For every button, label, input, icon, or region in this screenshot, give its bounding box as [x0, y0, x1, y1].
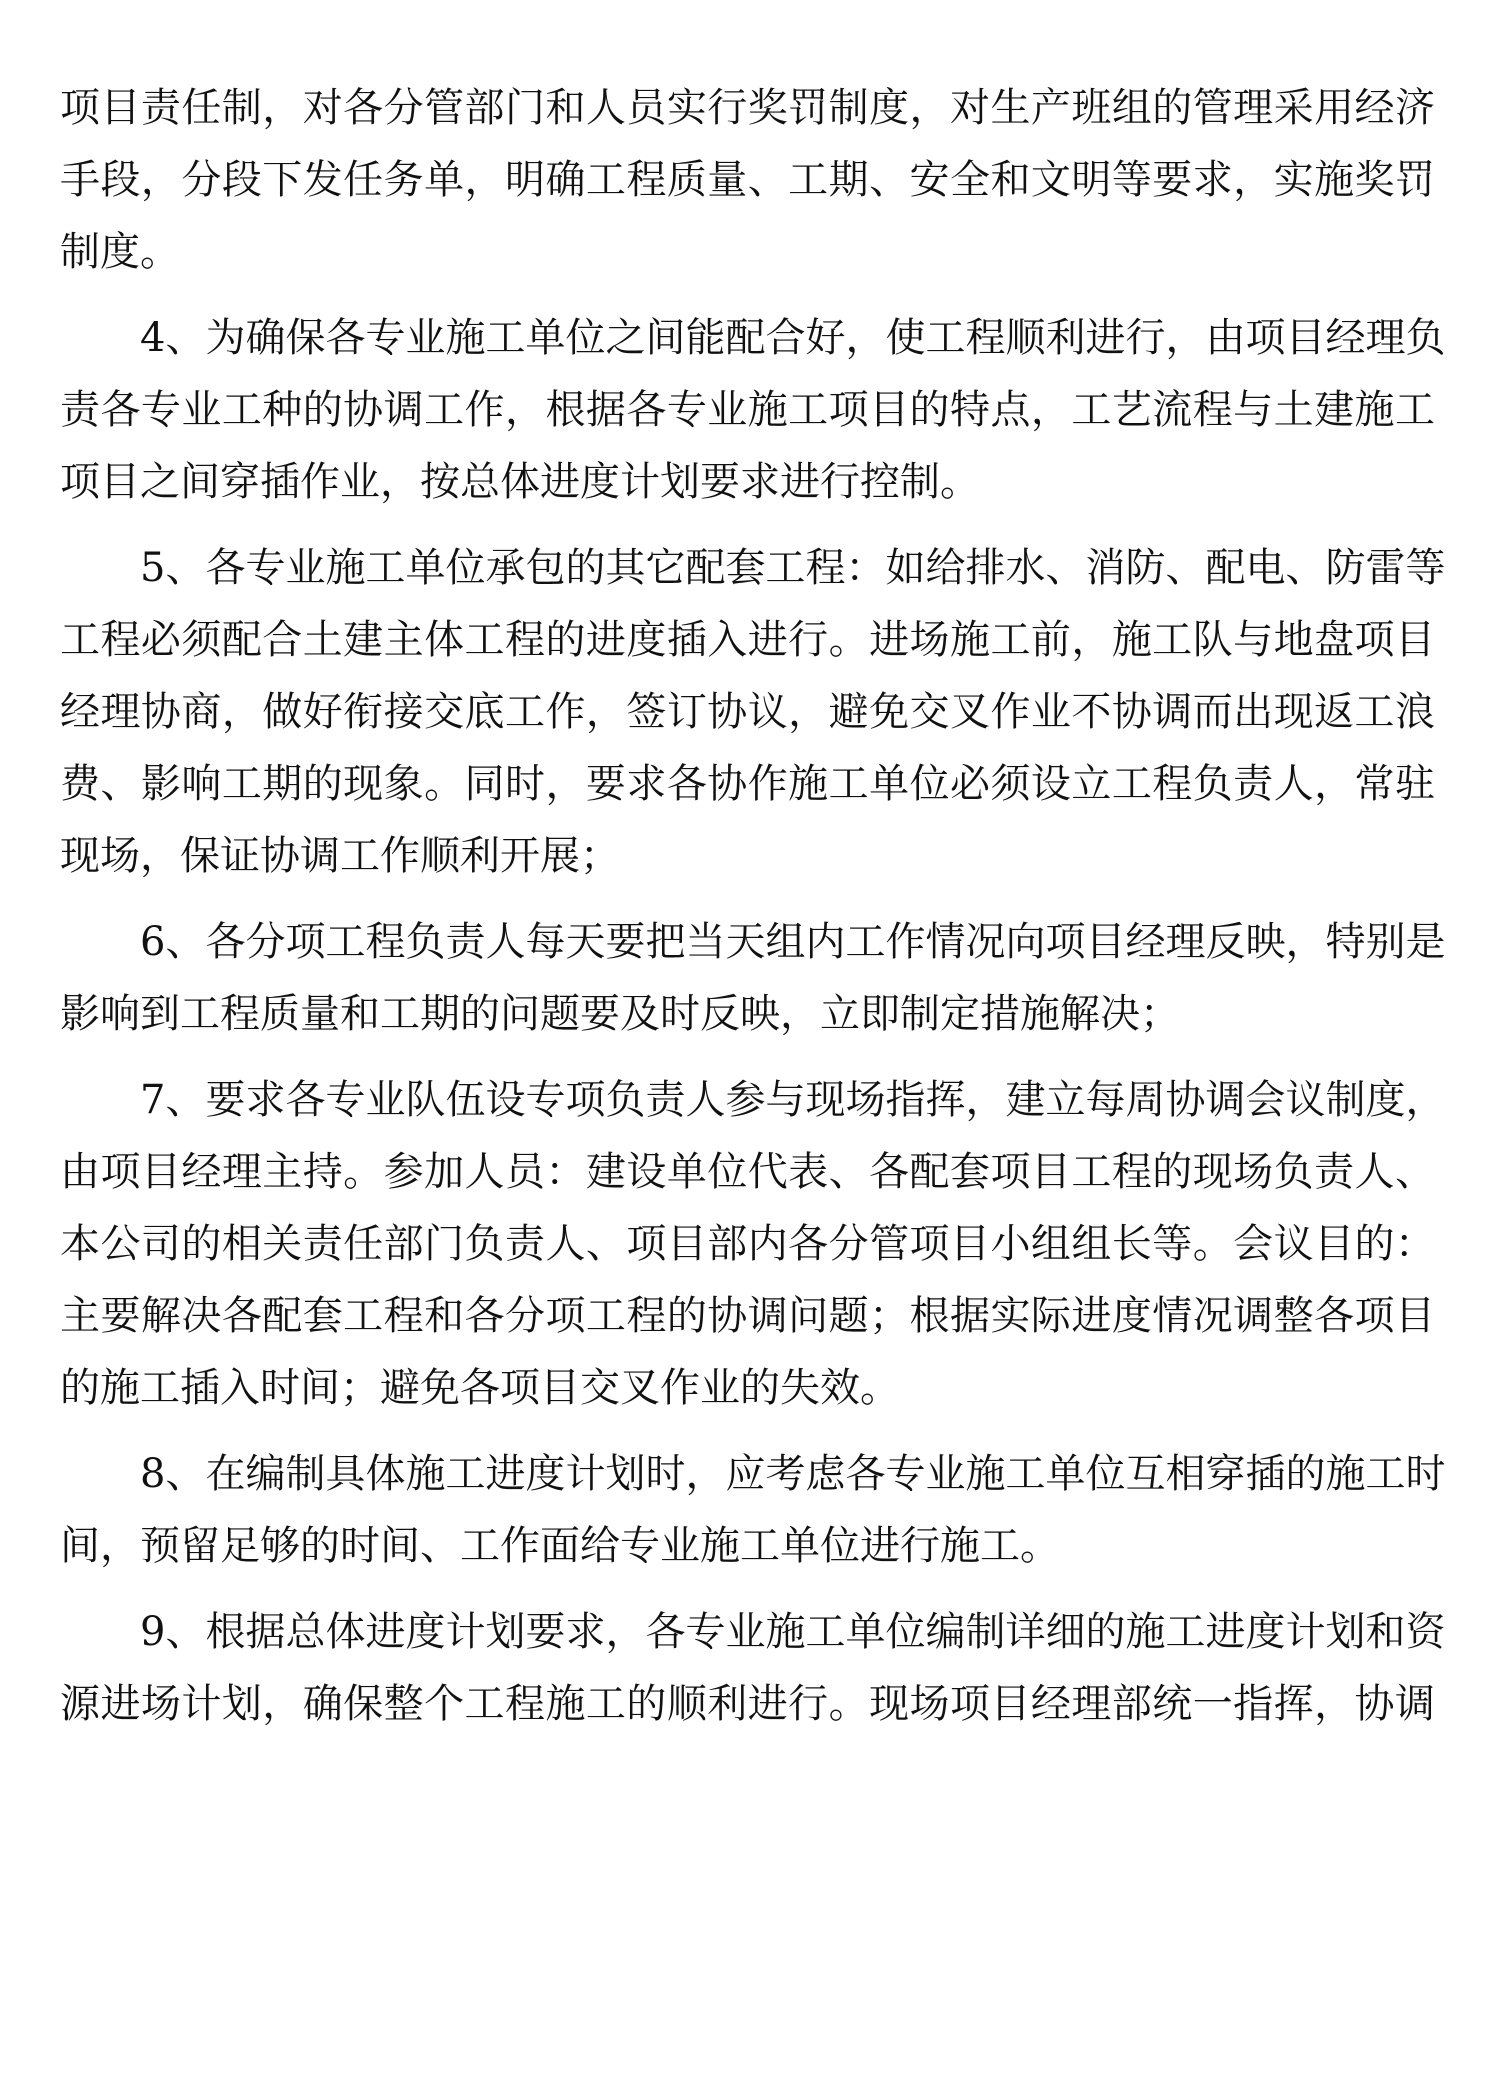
- paragraph-item-7: [60, 1064, 1446, 1424]
- paragraph-line: 手段，分段下发任务单，明确工程质量、工期、安全和文明等要求，实施奖罚: [60, 157, 1435, 203]
- paragraph-line: 项目责任制，对各分管部门和人员实行奖罚制度，对生产班组的管理采用经济: [60, 85, 1435, 131]
- paragraph-line: 工程必须配合土建主体工程的进度插入进行。进场施工前，施工队与地盘项目: [60, 617, 1435, 663]
- paragraph-line: 9、根据总体进度计划要求，各专业施工单位编制详细的施工进度计划和资: [140, 1609, 1446, 1655]
- paragraph-line: 主要解决各配套工程和各分项工程的协调问题；根据实际进度情况调整各项目: [60, 1293, 1435, 1339]
- paragraph-item-5: [60, 532, 1446, 892]
- paragraph-line: 8、在编制具体施工进度计划时，应考虑各专业施工单位互相穿插的施工时: [140, 1451, 1446, 1497]
- paragraph-line: 费、影响工期的现象。同时，要求各协作施工单位必须设立工程负责人，常驻: [60, 761, 1435, 807]
- paragraph-line: 6、各分项工程负责人每天要把当天组内工作情况向项目经理反映，特别是: [140, 919, 1446, 965]
- paragraph-line: 制度。: [60, 229, 180, 275]
- paragraph-item-9: [60, 1596, 1446, 1740]
- paragraph-line: 5、各专业施工单位承包的其它配套工程：如给排水、消防、配电、防雷等: [140, 545, 1446, 591]
- paragraph-line: 7、要求各专业队伍设专项负责人参与现场指挥，建立每周协调会议制度，: [140, 1077, 1446, 1123]
- paragraph-line: 源进场计划，确保整个工程施工的顺利进行。现场项目经理部统一指挥，协调: [60, 1681, 1435, 1727]
- paragraph-line: 4、为确保各专业施工单位之间能配合好，使工程顺利进行，由项目经理负: [140, 315, 1446, 361]
- paragraph-item-8: [60, 1438, 1446, 1582]
- paragraph-item-4: [60, 302, 1446, 518]
- paragraph-line: 间，预留足够的时间、工作面给专业施工单位进行施工。: [60, 1523, 1060, 1569]
- paragraph-1: [60, 72, 1435, 288]
- document-page: [60, 72, 1446, 1754]
- paragraph-item-6: [60, 906, 1446, 1050]
- paragraph-line: 的施工插入时间；避免各项目交叉作业的失效。: [60, 1365, 900, 1411]
- paragraph-line: 现场，保证协调工作顺利开展；: [60, 833, 620, 879]
- paragraph-line: 由项目经理主持。参加人员：建设单位代表、各配套项目工程的现场负责人、: [60, 1149, 1435, 1195]
- paragraph-line: 影响到工程质量和工期的问题要及时反映，立即制定措施解决；: [60, 991, 1180, 1037]
- paragraph-line: 经理协商，做好衔接交底工作，签订协议，避免交叉作业不协调而出现返工浪: [60, 689, 1435, 735]
- paragraph-line: 本公司的相关责任部门负责人、项目部内各分管项目小组组长等。会议目的：: [60, 1221, 1435, 1267]
- paragraph-line: 项目之间穿插作业，按总体进度计划要求进行控制。: [60, 459, 980, 505]
- paragraph-line: 责各专业工种的协调工作，根据各专业施工项目的特点，工艺流程与土建施工: [60, 387, 1435, 433]
